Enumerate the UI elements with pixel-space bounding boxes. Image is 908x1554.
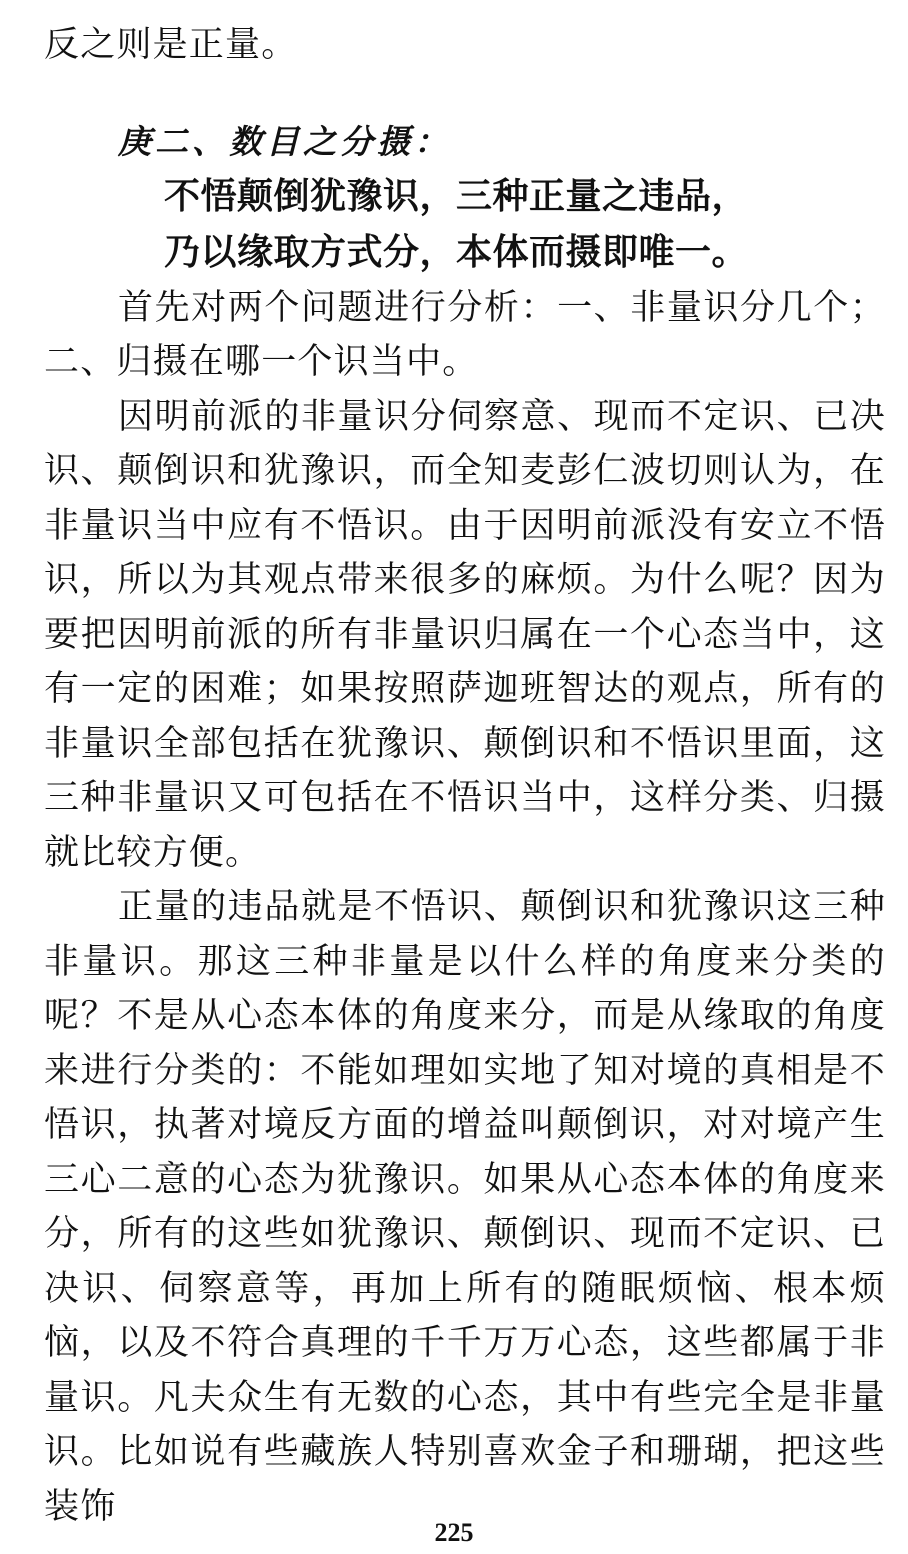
page-body	[44, 18, 886, 1534]
intro-continuation-paragraph: 反之则是正量。	[44, 25, 298, 65]
body-paragraph-1: 首先对两个问题进行分析：一、非量识分几个；二、归摄在哪一个识当中。	[44, 287, 886, 382]
verse-line-1: 不悟颠倒犹豫识，三种正量之违品，	[164, 175, 749, 217]
body-paragraph-2: 因明前派的非量识分伺察意、现而不定识、已决识、颠倒识和犹豫识，而全知麦彭仁波切则认为，在非量识当中应有不悟识。由于因明前派没有安立不悟识，所以为其观点带来很多的麻烦。为什么呢？因为要把因明前派的所有非量识归属在一个心态当中，这有一定的困难；如果按照萨迦班智达的观点，所有的非量识全部包括在犹豫识、颠倒识和不悟识里面，这三种非量识又可包括在不悟识当中，这样分类、归摄就比较方便。	[44, 396, 886, 873]
verse-line-2: 乃以缘取方式分，本体而摄即唯一。	[164, 231, 749, 273]
page-number: 225	[434, 1518, 474, 1547]
body-paragraph-3: 正量的违品就是不悟识、颠倒识和犹豫识这三种非量识。那这三种非量是以什么样的角度来分类的呢？不是从心态本体的角度来分，而是从缘取的角度来进行分类的：不能如理如实地了知对境的真相是不悟识，执著对境反方面的增益叫颠倒识，对对境产生三心二意的心态为犹豫识。如果从心态本体的角度来分，所有的这些如犹豫识、颠倒识、现而不定识、已决识、伺察意等，再加上所有的随眠烦恼、根本烦恼，以及不符合真理的千千万万心态，这些都属于非量识。凡夫众生有无数的心态，其中有些完全是非量识。比如说有些藏族人特别喜欢金子和珊瑚，把这些装饰	[44, 887, 886, 1527]
section-heading: 庚二、数目之分摄：	[118, 121, 451, 161]
